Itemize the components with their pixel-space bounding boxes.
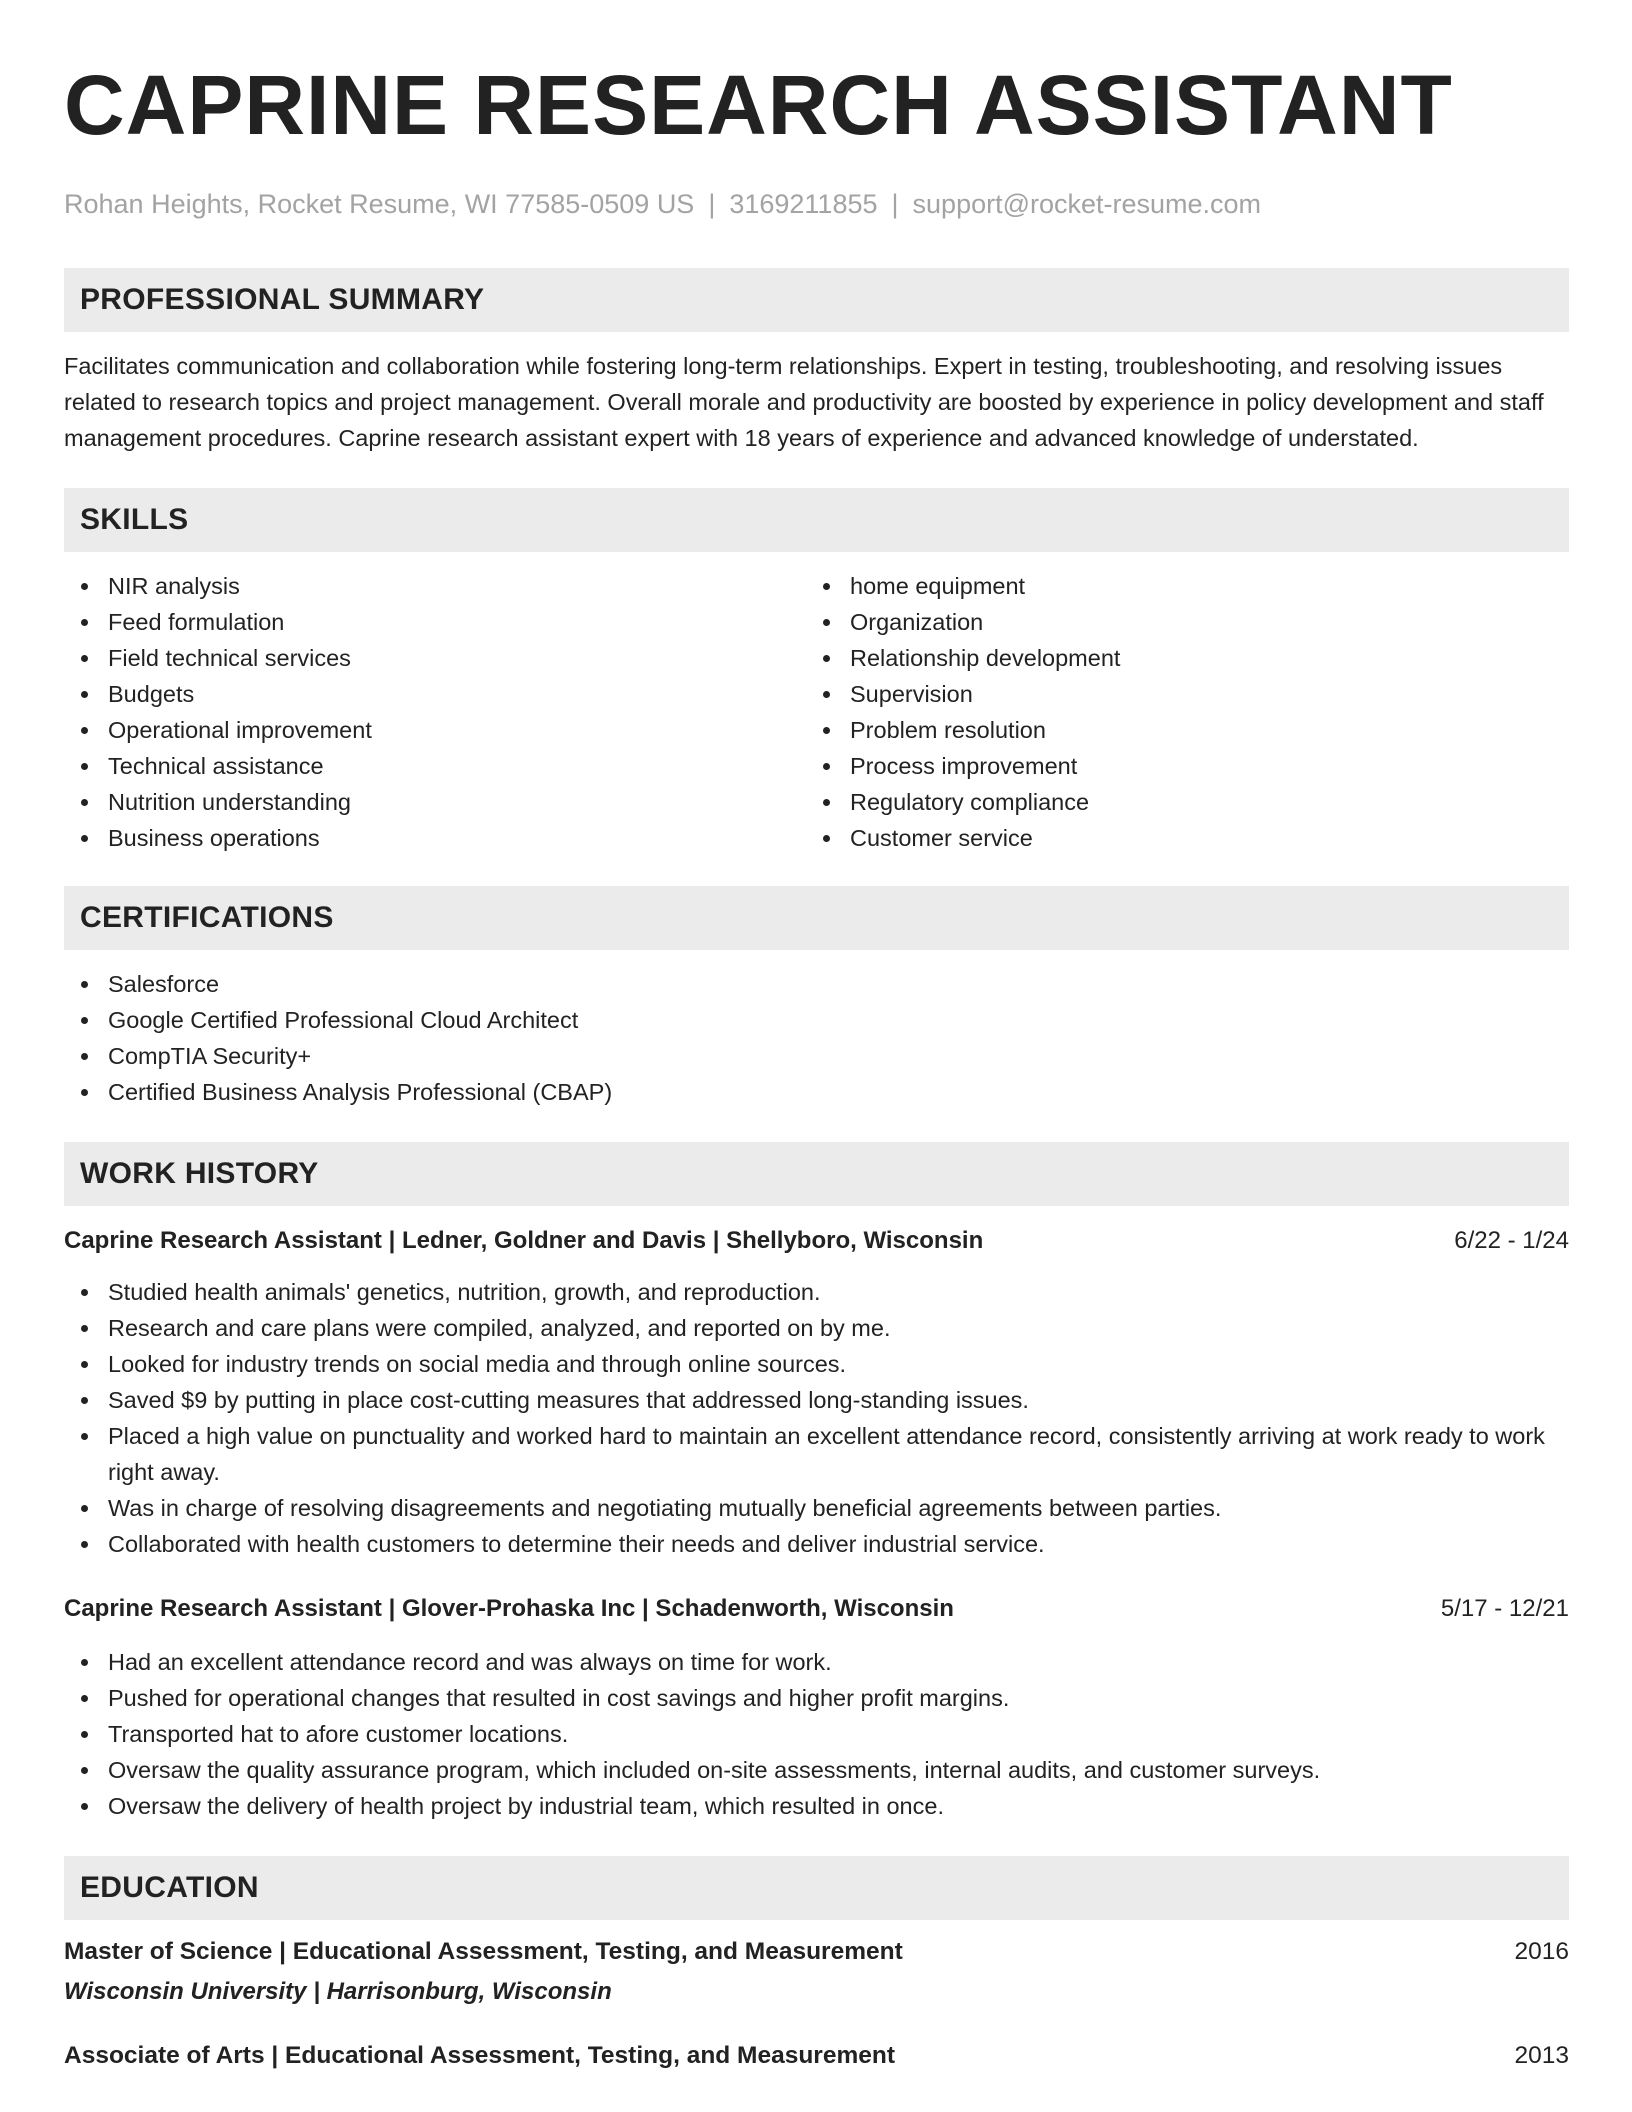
- skill-item: Feed formulation: [64, 604, 806, 640]
- skill-item: Business operations: [64, 820, 806, 856]
- skill-item: Supervision: [806, 676, 1548, 712]
- job-duty: Studied health animals' genetics, nutrition, growth, and reproduction.: [64, 1274, 1569, 1310]
- section-heading-work-history: WORK HISTORY: [64, 1142, 1569, 1206]
- job-heading-row: [64, 1224, 1569, 1258]
- education-year: 2013: [1514, 2042, 1569, 2069]
- job-title: Caprine Research Assistant | Ledner, Goldner and Davis | Shellyboro, Wisconsin: [64, 1227, 984, 1254]
- contact-separator: |: [891, 189, 899, 219]
- job-duty: Saved $9 by putting in place cost-cutting measures that addressed long-standing issues.: [64, 1382, 1569, 1418]
- skill-item: Process improvement: [806, 748, 1548, 784]
- skill-item: Technical assistance: [64, 748, 806, 784]
- contact-separator: |: [708, 189, 716, 219]
- job-duty: Oversaw the delivery of health project by industrial team, which resulted in once.: [64, 1788, 1569, 1824]
- job-duty: Placed a high value on punctuality and worked hard to maintain an excellent attendance record, consistently arriving at work ready to work right away.: [64, 1418, 1569, 1490]
- contact-email: support@rocket-resume.com: [912, 189, 1262, 219]
- skill-item: Relationship development: [806, 640, 1548, 676]
- education-heading-row: [64, 2038, 1569, 2074]
- job-duties: [64, 1644, 1569, 1824]
- job-dates: 6/22 - 1/24: [1454, 1227, 1569, 1254]
- skill-item: Organization: [806, 604, 1548, 640]
- skills-column-left: [64, 568, 806, 856]
- skill-item: NIR analysis: [64, 568, 806, 604]
- certification-item: Google Certified Professional Cloud Architect: [64, 1002, 1569, 1038]
- job-duty: Research and care plans were compiled, analyzed, and reported on by me.: [64, 1310, 1569, 1346]
- education-degree: Master of Science | Educational Assessment, Testing, and Measurement: [64, 1938, 903, 1965]
- skills-list: [64, 568, 1569, 856]
- job-title: Caprine Research Assistant | Glover-Prohaska Inc | Schadenworth, Wisconsin: [64, 1595, 954, 1622]
- job-duty: Pushed for operational changes that resulted in cost savings and higher profit margins.: [64, 1680, 1569, 1716]
- job-duty: Transported hat to afore customer locations.: [64, 1716, 1569, 1752]
- job-heading-row: [64, 1592, 1569, 1626]
- skill-item: home equipment: [806, 568, 1548, 604]
- summary-text: Facilitates communication and collaboration while fostering long-term relationships. Expert in testing, troubleshooting, and resolving issues related to research topics and project management. Overall morale and productivity are boosted by experience in policy development and staff management procedures. Caprine research assistant expert with 18 years of experience and advanced knowledge of understated.: [64, 353, 1544, 451]
- job-dates: 5/17 - 12/21: [1440, 1595, 1569, 1622]
- education-year: 2016: [1514, 1938, 1569, 1965]
- certifications-list: [64, 966, 1569, 1110]
- section-heading-skills: SKILLS: [64, 488, 1569, 552]
- contact-phone: 3169211855: [729, 189, 878, 219]
- job-duty: Collaborated with health customers to determine their needs and deliver industrial service.: [64, 1526, 1569, 1562]
- education-degree: Associate of Arts | Educational Assessment, Testing, and Measurement: [64, 2042, 896, 2069]
- education-entry: [64, 2038, 1569, 2074]
- contact-line: [64, 188, 1569, 220]
- certification-item: Certified Business Analysis Professional (CBAP): [64, 1074, 1569, 1110]
- education-entry: [64, 1934, 1569, 2010]
- resume-name: CAPRINE RESEARCH ASSISTANT: [64, 58, 1453, 152]
- job-entry: [64, 1592, 1569, 1824]
- skill-item: Operational improvement: [64, 712, 806, 748]
- skill-item: Customer service: [806, 820, 1548, 856]
- section-heading-certifications: CERTIFICATIONS: [64, 886, 1569, 950]
- education-heading-row: [64, 1934, 1569, 1970]
- skill-item: Budgets: [64, 676, 806, 712]
- certification-item: CompTIA Security+: [64, 1038, 1569, 1074]
- skill-item: Field technical services: [64, 640, 806, 676]
- certification-item: Salesforce: [64, 966, 1569, 1002]
- contact-address: Rohan Heights, Rocket Resume, WI 77585-0509 US: [64, 189, 695, 219]
- skill-item: Problem resolution: [806, 712, 1548, 748]
- job-duty: Had an excellent attendance record and was always on time for work.: [64, 1644, 1569, 1680]
- section-heading-education: EDUCATION: [64, 1856, 1569, 1920]
- education-school: Wisconsin University | Harrisonburg, Wisconsin: [64, 1978, 612, 2005]
- skills-column-right: [806, 568, 1548, 856]
- job-duty: Was in charge of resolving disagreements and negotiating mutually beneficial agreements between parties.: [64, 1490, 1569, 1526]
- skill-item: Regulatory compliance: [806, 784, 1548, 820]
- job-entry: [64, 1224, 1569, 1562]
- job-duties: [64, 1274, 1569, 1562]
- job-duty: Oversaw the quality assurance program, which included on-site assessments, internal audits, and customer surveys.: [64, 1752, 1569, 1788]
- job-duty: Looked for industry trends on social media and through online sources.: [64, 1346, 1569, 1382]
- section-heading-summary: PROFESSIONAL SUMMARY: [64, 268, 1569, 332]
- skill-item: Nutrition understanding: [64, 784, 806, 820]
